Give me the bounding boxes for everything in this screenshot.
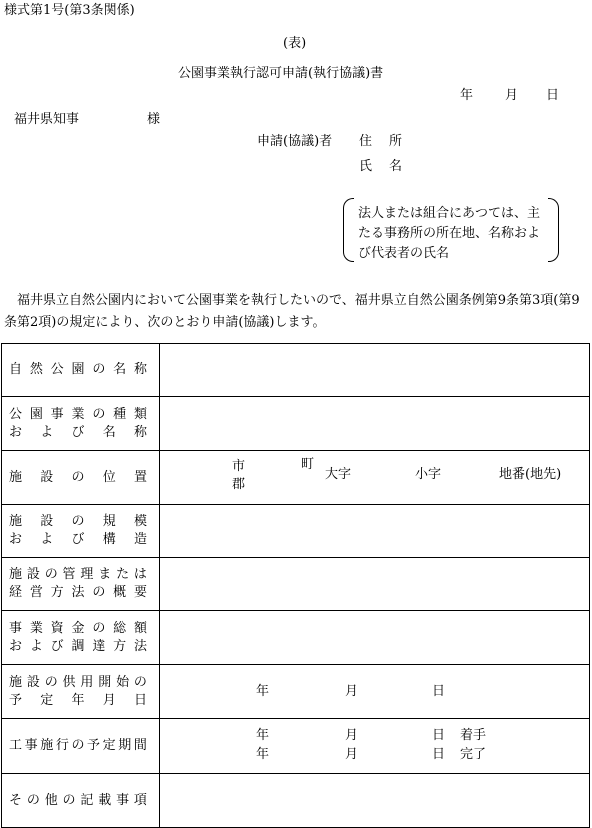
label-line	[9, 566, 147, 584]
label-text: 公 園 事 業 の 種 類	[9, 406, 147, 422]
table-row	[2, 665, 590, 719]
row-label-funding	[2, 611, 160, 665]
label-text: 予 定 年 月 日	[9, 692, 147, 708]
park-name-field[interactable]	[160, 344, 590, 397]
label-text: 施 設 の 管 理 ま た は	[9, 567, 147, 583]
label-line	[9, 469, 147, 487]
period-start-month: 月	[345, 728, 359, 743]
row-label-start-date	[2, 665, 160, 719]
city-label: 市	[232, 459, 246, 474]
corporate-note: 法人または組合にあつては、主たる事務所の所在地、名称および代表者の氏名	[358, 206, 541, 261]
period-values	[160, 719, 589, 773]
label-line	[9, 424, 147, 442]
label-line	[9, 406, 147, 424]
date-year: 年	[460, 88, 474, 103]
corporate-note-bracket	[343, 198, 559, 262]
label-text: 施 設 の 位 置	[9, 469, 147, 485]
date-month: 月	[505, 88, 519, 103]
label-text: 工 事 施 行 の 予 定 期 間	[9, 738, 147, 754]
table-row	[2, 397, 590, 451]
town-label: 町	[301, 457, 315, 472]
label-text: 事 業 資 金 の 総 額	[9, 620, 147, 636]
period-end-day: 日	[432, 747, 446, 762]
table-row	[2, 344, 590, 397]
row-label-park-name	[2, 344, 160, 397]
location-values	[160, 451, 589, 504]
label-line	[9, 361, 147, 379]
label-line	[9, 584, 147, 602]
start-month: 月	[345, 684, 359, 699]
application-table	[1, 343, 590, 828]
form-title: 公園事業執行認可申請(執行協議)書	[178, 66, 384, 81]
applicant-label: 申請(協議)者	[257, 134, 333, 149]
label-text: お よ び 名 称	[9, 424, 147, 440]
table-row	[2, 611, 590, 665]
addressee: 福井県知事	[14, 112, 80, 127]
label-line	[9, 792, 147, 810]
table-row	[2, 719, 590, 774]
label-text: お よ び 調 達 方 法	[9, 638, 147, 654]
koaza-label: 小字	[415, 467, 442, 482]
label-line	[9, 620, 147, 638]
row-label-business-type	[2, 397, 160, 451]
start-date-field[interactable]	[160, 665, 590, 719]
period-end-year: 年	[256, 747, 270, 762]
other-field[interactable]	[160, 774, 590, 828]
label-line	[9, 638, 147, 656]
start-day: 日	[432, 684, 446, 699]
start-year: 年	[256, 684, 270, 699]
row-label-location	[2, 451, 160, 505]
period-start-label: 着手	[460, 728, 487, 743]
label-text: そ の 他 の 記 載 事 項	[9, 792, 147, 808]
period-field[interactable]	[160, 719, 590, 774]
period-end-month: 月	[345, 747, 359, 762]
date-day: 日	[546, 88, 560, 103]
table-row	[2, 451, 590, 505]
label-text: 施 設 の 供 用 開 始 の	[9, 674, 147, 690]
row-label-scale	[2, 505, 160, 558]
request-text: 福井県立自然公園内において公園事業を執行したいので、福井県立自然公園条例第9条第3項(第9条第2項)の規定により、次のとおり申請(協議)します。	[4, 293, 580, 330]
label-line	[9, 692, 147, 710]
table-row	[2, 558, 590, 611]
county-label: 郡	[232, 477, 246, 492]
period-end-label: 完了	[460, 747, 487, 762]
row-label-other	[2, 774, 160, 828]
bracket-left	[343, 198, 354, 262]
name-label: 氏 名	[359, 159, 405, 174]
table-marker: (表)	[283, 36, 307, 51]
period-start-year: 年	[256, 728, 270, 743]
start-date-values	[160, 665, 589, 718]
form-number: 様式第1号(第3条関係)	[4, 3, 135, 18]
scale-field[interactable]	[160, 505, 590, 558]
funding-field[interactable]	[160, 611, 590, 665]
business-type-field[interactable]	[160, 397, 590, 451]
location-field[interactable]	[160, 451, 590, 505]
table-row	[2, 774, 590, 828]
honorific: 様	[147, 112, 161, 127]
label-line	[9, 513, 147, 531]
label-text: 施 設 の 規 模	[9, 514, 147, 530]
row-label-management	[2, 558, 160, 611]
request-paragraph	[4, 290, 590, 334]
table-row	[2, 505, 590, 558]
management-field[interactable]	[160, 558, 590, 611]
label-line	[9, 531, 147, 549]
label-line	[9, 674, 147, 692]
label-line	[9, 737, 147, 755]
row-label-period	[2, 719, 160, 774]
oaza-label: 大字	[325, 467, 352, 482]
address-label: 住 所	[359, 134, 405, 149]
label-text: お よ び 構 造	[9, 532, 147, 548]
period-start-day: 日	[432, 728, 446, 743]
label-text: 自 然 公 園 の 名 称	[9, 362, 147, 378]
label-text: 経 営 方 法 の 概 要	[9, 585, 147, 601]
lot-label: 地番(地先)	[499, 467, 562, 482]
